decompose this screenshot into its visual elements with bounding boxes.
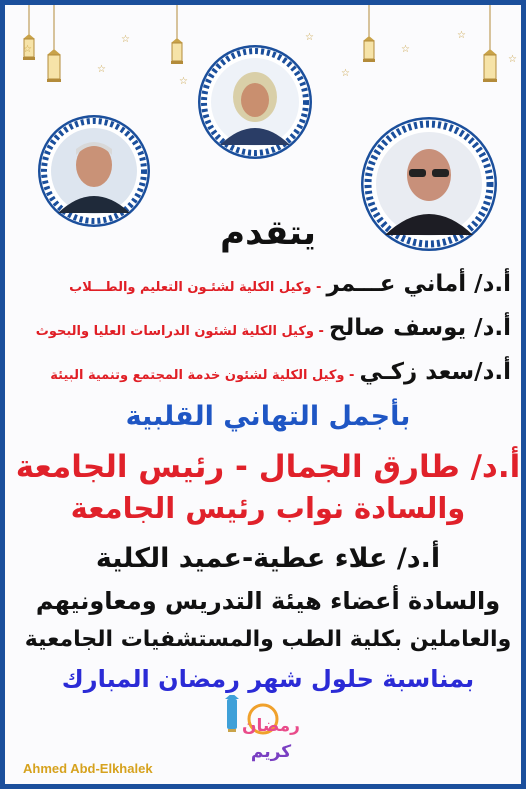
star-icon: ☆ xyxy=(457,30,466,41)
star-icon: ☆ xyxy=(179,76,188,87)
sender-role: - وكيل الكلية لشئـون التعليم والطـــلاب xyxy=(69,280,322,295)
recipient-president: أ.د/ طارق الجمال - رئيس الجامعة xyxy=(15,449,521,485)
sender-role: - وكيل الكلية لشئون خدمة المجتمع وتنمية البيئة xyxy=(50,368,355,383)
recipient-staff: والسادة أعضاء هيئة التدريس ومعاونيهم xyxy=(35,587,501,615)
svg-text:رمضان: رمضان xyxy=(242,716,300,736)
lantern-icon xyxy=(165,5,189,71)
star-icon: ☆ xyxy=(121,34,130,45)
ramadan-kareem-logo xyxy=(217,695,315,767)
sender-name: أ.د/ يوسف صالح xyxy=(329,315,511,341)
sender-line xyxy=(15,271,511,297)
svg-text:كريم: كريم xyxy=(250,742,292,762)
star-icon: ☆ xyxy=(341,68,350,79)
lantern-icon xyxy=(357,5,381,69)
page-title: يتقدم xyxy=(220,213,316,253)
recipient-workers: والعاملين بكلية الطب والمستشفيات الجامعية xyxy=(24,627,512,652)
sender-role: - وكيل الكلية لشئون الدراسات العليا والبحوث xyxy=(35,324,324,339)
star-icon: ☆ xyxy=(508,54,517,65)
sender-name: أ.د/سعد زكـي xyxy=(359,359,511,385)
sender-line xyxy=(15,359,511,385)
star-icon: ☆ xyxy=(401,44,410,55)
lantern-icon xyxy=(17,5,41,67)
recipient-vice-presidents: والسادة نواب رئيس الجامعة xyxy=(70,491,466,525)
occasion-line: بمناسبة حلول شهر رمضان المبارك xyxy=(61,665,475,693)
lantern-icon xyxy=(477,5,503,87)
star-icon: ☆ xyxy=(97,64,106,75)
signature: Ahmed Abd-Elkhalek xyxy=(23,761,153,776)
greeting-line: بأجمل التهاني القلبية xyxy=(125,401,411,432)
star-icon: ☆ xyxy=(305,32,314,43)
sender-line xyxy=(15,315,511,341)
star-icon: ☆ xyxy=(23,44,32,55)
portrait-medallion xyxy=(38,115,150,227)
recipient-dean: أ.د/ علاء عطية-عميد الكلية xyxy=(95,543,441,574)
portrait-medallion xyxy=(198,45,312,159)
lantern-icon xyxy=(41,5,67,87)
sender-name: أ.د/ أماني عـــمر xyxy=(326,271,511,297)
